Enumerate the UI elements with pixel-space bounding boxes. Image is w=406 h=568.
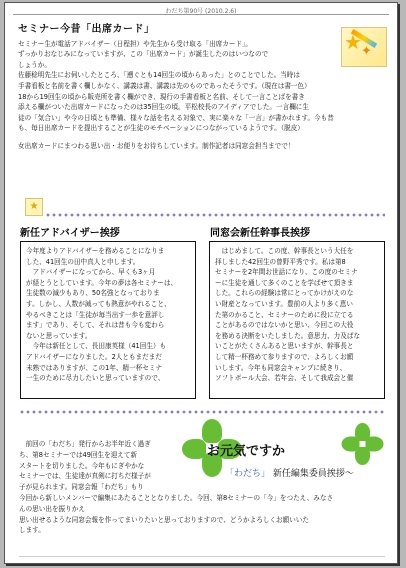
intro-line: 18から19回生の頃から販売所を書く欄ができ、現行の手書看板と名前、そして一言ことばを書き	[18, 92, 305, 101]
article-line: した、41回生の田中真人と申します。	[26, 257, 140, 266]
article-line: を務める決断をいたしました。意思力、力及ばな	[215, 331, 361, 340]
article-line: 前回の「わだち」発行からお半年近く過ぎ	[19, 440, 151, 448]
article-line: が経とうとしています。今年の夢は各セミナーは、	[26, 278, 178, 287]
intro-line: 添える欄がついた出席カードになったのは35回生の頃。平松校長のアイディアでした。一言欄に生	[18, 103, 309, 112]
article-line: やるべきことは「生徒が毎当出す一歩を意評し	[26, 310, 165, 319]
left-article-box	[20, 241, 196, 399]
article-line: して精一杯務めて参りますので、よろしくお願	[215, 352, 354, 361]
article-line: アドバイザーになりました。2人ともまだまだ	[26, 352, 162, 361]
page-header: わだち第90号 (2010.2.6)	[165, 8, 237, 15]
intro-line: 徒の「気合い」や今の日頃とも準備、様々な話を名える対象で、実に楽々な「一言」が書かれます。今も昔	[18, 113, 334, 122]
intro-line: 手書看板と名前を書く欄しかなく、講義は書、講義は先のものであったそうです。（現在は書一色）	[18, 81, 311, 90]
intro-line: 佐藤稔明先生にお伺いしたところ、「遡ぐとも14回生の頃からあった」とのことでした。当時は	[18, 71, 300, 80]
footer-divider	[19, 556, 385, 557]
article-line: ないと思っています。	[26, 331, 92, 340]
article-line: はじめまして。この度、幹事長という大任を	[215, 247, 354, 255]
article-line: 今年は新任として、長田康英様（41回生）も	[26, 342, 167, 351]
banner-highlight: 「わだち」	[225, 469, 271, 479]
article-line: ソフトボール大会、若年会、そして我成会と催	[215, 374, 354, 383]
section-banner-main: お元気ですか	[207, 444, 286, 459]
article-line: スタートを切りました。今年もにぎやかな	[19, 461, 145, 470]
article-line: ことがあるのではないかと思い、今回この大役	[215, 321, 354, 330]
article-line: い財産となっています。豊前の人より多く恵い	[215, 299, 353, 308]
article-line: いことがたくさんあると思いますが、幹事長と	[215, 342, 354, 351]
right-article-box	[209, 241, 385, 399]
article-line: ーに生徒を通して多くのことを学ばせて頂きま	[215, 278, 354, 287]
article-line: アドバイザーになってから、早くも3ヶ月	[26, 268, 156, 277]
star-badge-icon: ★	[25, 198, 43, 216]
document-page	[4, 2, 398, 564]
small-star-icon: ✦	[361, 44, 372, 59]
banner-subtitle: 新任編集委員挨拶〜	[272, 469, 354, 479]
intro-line: ずっかりおなじみになっていますが、この「出席カード」が誕生したのはいつなので	[18, 50, 269, 59]
article-line: 拝しました42回生の曾野平秀です。私は第8	[215, 257, 346, 266]
dotted-divider	[45, 212, 385, 218]
bottom-article	[19, 439, 385, 536]
article-line: 今回から新しいメンバーで編集にあたることとなりました。今回、第8セミナーの「今」をつたえ、みなさ	[19, 493, 334, 502]
article-line: いします。今年も同窓会キャンプに続きり、	[215, 363, 347, 372]
article-line: セミナーを2年間お世話になり、この度のセミナ	[215, 268, 358, 277]
article-line: ち、第8セミナーでは49回生を迎えて新	[19, 450, 138, 459]
article-line: ます」であり、そして、それは昔も今も変わら	[26, 321, 165, 330]
intro-title: セミナー今昔「出席カード」	[18, 24, 155, 35]
article-line: 未熟ではありますが、この1年、精一杯セミナ	[26, 363, 163, 372]
article-line: 子が見られます。同窓会報「わだち」もり	[19, 483, 144, 492]
dotted-divider	[19, 409, 385, 415]
intro-line: セミナー生が電話アドバイザー（日程担）や先生から受け取る「出席カード」。	[18, 39, 252, 48]
right-column-title: 同窓会新任幹事長挨拶	[210, 228, 310, 239]
article-line: します。	[19, 526, 45, 535]
article-line: んの思い出を振りかえ	[19, 504, 85, 513]
article-line: 思い出せるような同窓会報を作ってまいりたいと思っておりますので、どうかよろしくお願いいた	[19, 515, 309, 524]
intro-section	[18, 25, 384, 152]
intro-line: しょうか。	[18, 60, 51, 69]
intro-line: も、毎日出席カードを提出することが生徒のモチベーションにつながっているようです。（脱皮）	[18, 124, 304, 133]
article-line: した。これらの経験は常にとってかけがえのな	[215, 289, 354, 298]
intro-note: 女出席カードにまつわる思い出・お便りをお待ちしています。制作記者は同窓会担当までで！	[18, 141, 295, 150]
article-line: 一生のために尽力したいと思っていますので、	[26, 374, 165, 383]
article-line: セミナーでは、生徒達が真剣に打ちだ様子が	[19, 472, 151, 481]
article-line: た第のかること、セミナーのために役に立てる	[215, 310, 354, 319]
left-column-title: 新任アドバイザー挨拶	[20, 228, 120, 239]
article-line: す。しかし、人数が減っても熱意がやれること、	[26, 299, 171, 308]
star-icon: ★	[344, 30, 362, 54]
article-line: 今年度よりアドバイザーを務めることになりま	[26, 247, 165, 255]
article-line: 生徒数の減少もあり、50名強となっておりま	[26, 289, 160, 298]
header-divider	[13, 14, 389, 15]
